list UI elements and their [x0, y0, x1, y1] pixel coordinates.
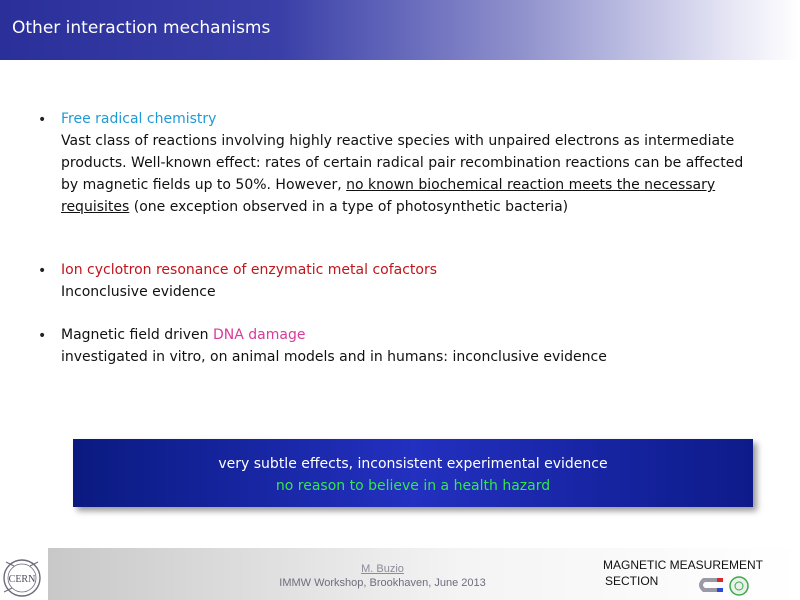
cern-logo-text: CERN [8, 574, 36, 585]
bullet-1-text: Vast class of reactions involving highly reactive species with unpaired electrons as intermediate products. Well-known effect: rates of certain radical pair recombination reactions can be affected by magnetic fields up to 50%. However, [61, 133, 744, 193]
bullet-3-text: investigated in vitro, on animal models and in humans: inconclusive evidence [61, 349, 607, 365]
bullet-free-radical [61, 108, 761, 218]
bullet-marker: • [38, 112, 47, 128]
section-name-line-2: SECTION [605, 574, 659, 588]
conclusion-line-1: very subtle effects, inconsistent experimental evidence [218, 456, 608, 472]
slide-title: Other interaction mechanisms [12, 18, 271, 38]
bullet-dna-damage [61, 324, 761, 368]
conclusion-line-2: no reason to believe in a health hazard [275, 478, 551, 494]
bullet-1-text-end: (one exception observed in a type of photosynthetic bacteria) [129, 199, 569, 215]
bullet-1-underlined: no known biochemical reaction meets the necessary requisites [61, 177, 716, 215]
section-name-line-1: MAGNETIC MEASUREMENT [603, 558, 764, 572]
bullet-2-text: Inconclusive evidence [61, 284, 216, 300]
bullet-1-heading: Free radical chemistry [61, 111, 217, 127]
bullet-marker: • [38, 328, 47, 344]
footer-author[interactable]: M. Buzio [361, 563, 404, 575]
bullet-2-heading: Ion cyclotron resonance of enzymatic metal cofactors [61, 262, 438, 278]
bullet-ion-cyclotron [61, 259, 761, 303]
magnet-icon [697, 570, 753, 600]
bullet-3-heading-highlight: DNA damage [212, 327, 306, 343]
conclusion-box [73, 439, 753, 507]
cern-logo-icon [0, 552, 48, 600]
bullet-3-heading-prefix: Magnetic field driven [61, 327, 213, 343]
footer-event: IMMW Workshop, Brookhaven, June 2013 [279, 577, 486, 589]
title-bar [0, 0, 800, 60]
bullet-marker: • [38, 263, 47, 279]
